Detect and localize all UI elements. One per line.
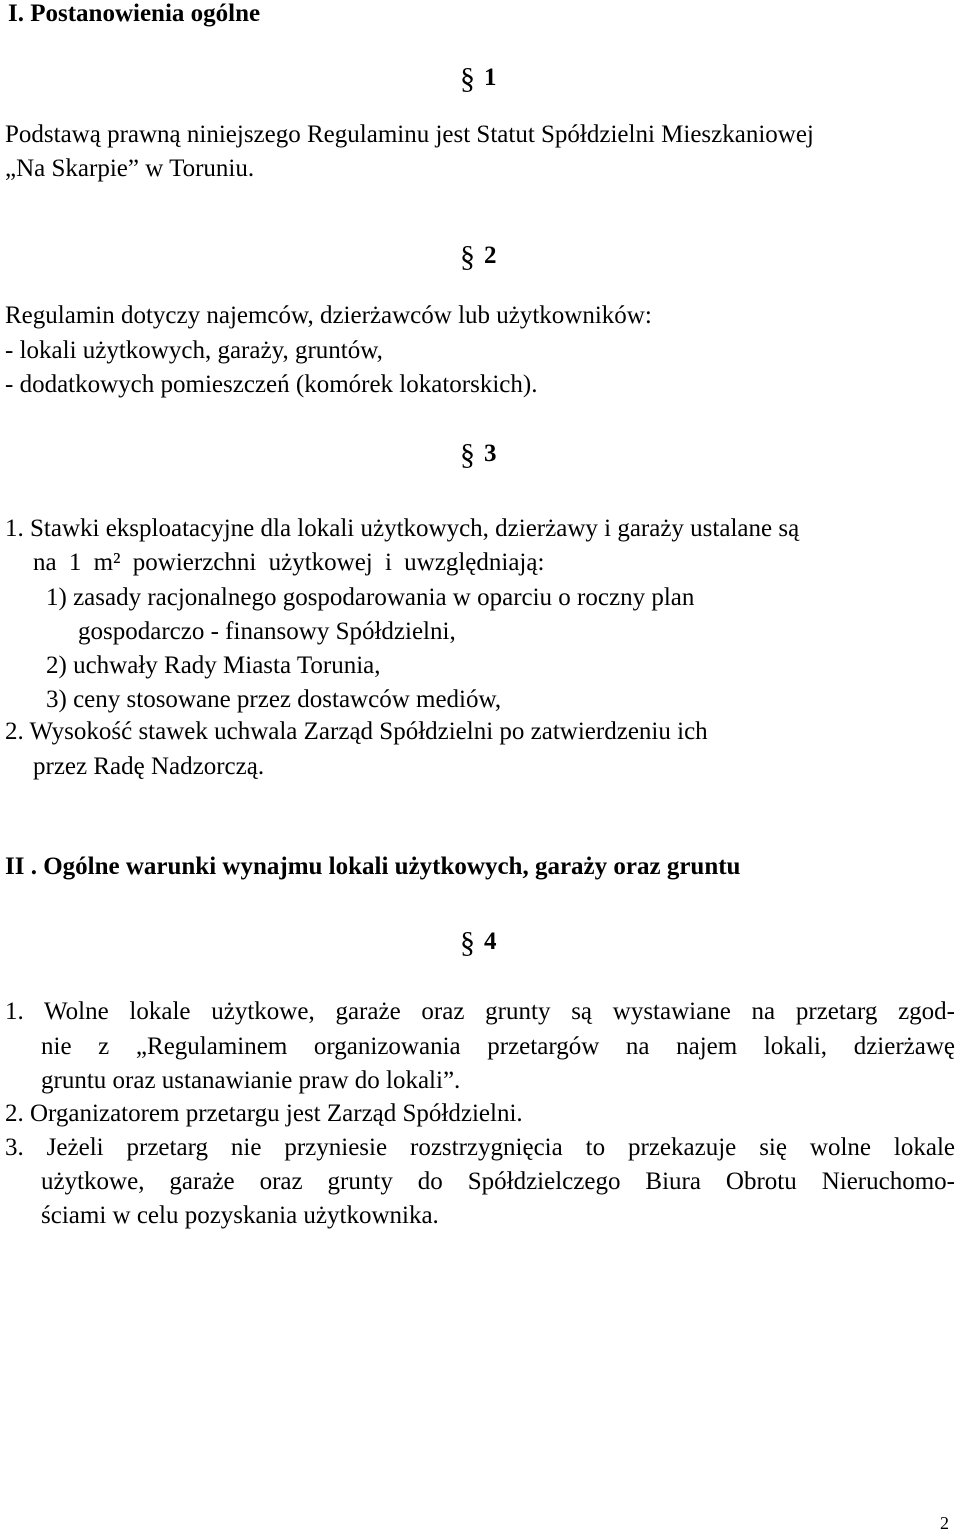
sub-list-item: 2) uchwały Rady Miasta Torunia, [46,652,381,679]
paragraph-number: 3 [484,440,497,467]
list-item: 1. Stawki eksploatacyjne dla lokali użytkowych, dzierżawy i garaży ustalane są [5,515,800,542]
paragraph-number: 1 [484,64,497,91]
list-item-continuation: użytkowe, garaże oraz grunty do Spółdzielczego Biura Obrotu Nieruchomo- [41,1168,955,1195]
paragraph-symbol: § [460,240,475,273]
paragraph-symbol: § [460,62,475,95]
paragraph-line: Regulamin dotyczy najemców, dzierżawców lub użytkowników: [5,302,652,329]
sub-list-item-continuation: gospodarczo - finansowy Spółdzielni, [78,618,456,645]
list-item: 1. Wolne lokale użytkowe, garaże oraz grunty są wystawiane na przetarg zgod- [5,998,955,1025]
list-item: 3. Jeżeli przetarg nie przyniesie rozstrzygnięcia to przekazuje się wolne lokale [5,1134,955,1161]
paragraph-line: „Na Skarpie” w Toruniu. [5,155,255,182]
list-item-continuation: nie z „Regulaminem organizowania przetargów na najem lokali, dzierżawę [41,1033,955,1060]
list-item: 2. Organizatorem przetargu jest Zarząd Spółdzielni. [5,1100,523,1127]
sub-list-item: 3) ceny stosowane przez dostawców mediów, [46,686,502,713]
list-item-continuation: ściami w celu pozyskania użytkownika. [41,1202,439,1229]
paragraph-line: Podstawą prawną niniejszego Regulaminu jest Statut Spółdzielni Mieszkaniowej [5,121,814,148]
paragraph-number: 4 [484,928,497,955]
paragraph-symbol: § [460,926,475,959]
list-item: - lokali użytkowych, garaży, gruntów, [5,337,383,364]
list-item: 2. Wysokość stawek uchwala Zarząd Spółdzielni po zatwierdzeniu ich [5,718,708,745]
section-heading: I. Postanowienia ogólne [8,0,261,27]
paragraph-number: 2 [484,242,497,269]
list-item-continuation: na 1 m² powierzchni użytkowej i uwzględniają: [33,549,545,576]
list-item-continuation: przez Radę Nadzorczą. [33,753,265,780]
paragraph-symbol: § [460,438,475,471]
list-item-continuation: gruntu oraz ustanawianie praw do lokali”. [41,1067,461,1094]
page-number: 2 [940,1513,949,1533]
list-item: - dodatkowych pomieszczeń (komórek lokatorskich). [5,371,538,398]
sub-list-item: 1) zasady racjonalnego gospodarowania w oparciu o roczny plan [46,584,695,611]
section-heading: II . Ogólne warunki wynajmu lokali użytkowych, garaży oraz gruntu [5,853,741,880]
